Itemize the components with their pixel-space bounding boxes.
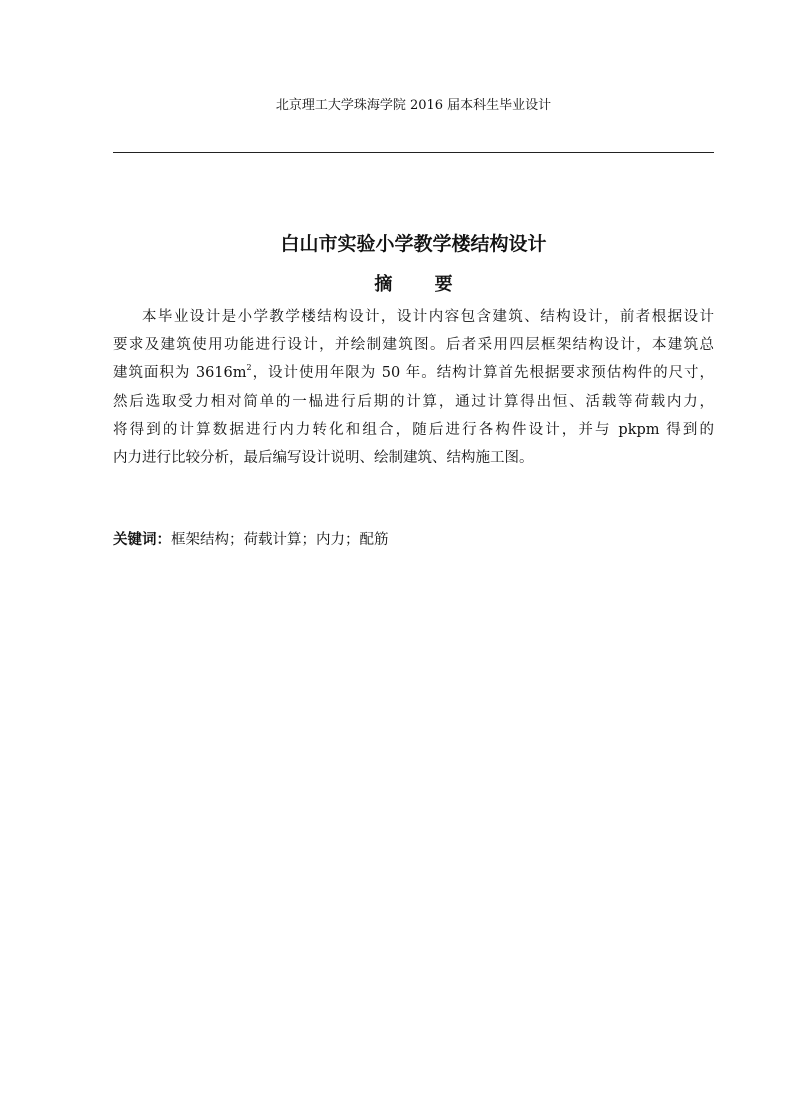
abstract-line-text: ，设计使用年限为 50 年。结构计算首先根据要求预估构件的尺寸， [251, 365, 714, 382]
keywords-label: 关键词： [113, 531, 171, 548]
abstract-line [113, 359, 714, 387]
abstract-line: 然后选取受力相对简单的一榀进行后期的计算，通过计算得出恒、活载等荷载内力， [113, 393, 714, 410]
abstract-line: 内力进行比较分析，最后编写设计说明、绘制建筑、结构施工图。 [113, 449, 534, 466]
keywords-list: 框架结构；荷载计算；内力；配筋 [171, 532, 389, 548]
running-header: 北京理工大学珠海学院 2016 届本科生毕业设计 [275, 98, 552, 113]
abstract-body [113, 303, 714, 472]
abstract-line: 要求及建筑使用功能进行设计，并绘制建筑图。后者采用四层框架结构设计，本建筑总 [113, 337, 714, 354]
document-title: 白山市实验小学教学楼结构设计 [280, 233, 547, 255]
abstract-area-text: 建筑面积为 3616m [113, 365, 247, 382]
abstract-line: 本毕业设计是小学教学楼结构设计，设计内容包含建筑、结构设计，前者根据设计 [142, 309, 714, 325]
abstract-heading: 摘 要 [374, 274, 471, 295]
header-rule [113, 152, 714, 153]
area-unit-superscript: 2 [246, 363, 252, 373]
keywords-line [113, 528, 389, 549]
abstract-line: 将得到的计算数据进行内力转化和组合，随后进行各构件设计，并与 pkpm 得到的 [113, 421, 714, 438]
